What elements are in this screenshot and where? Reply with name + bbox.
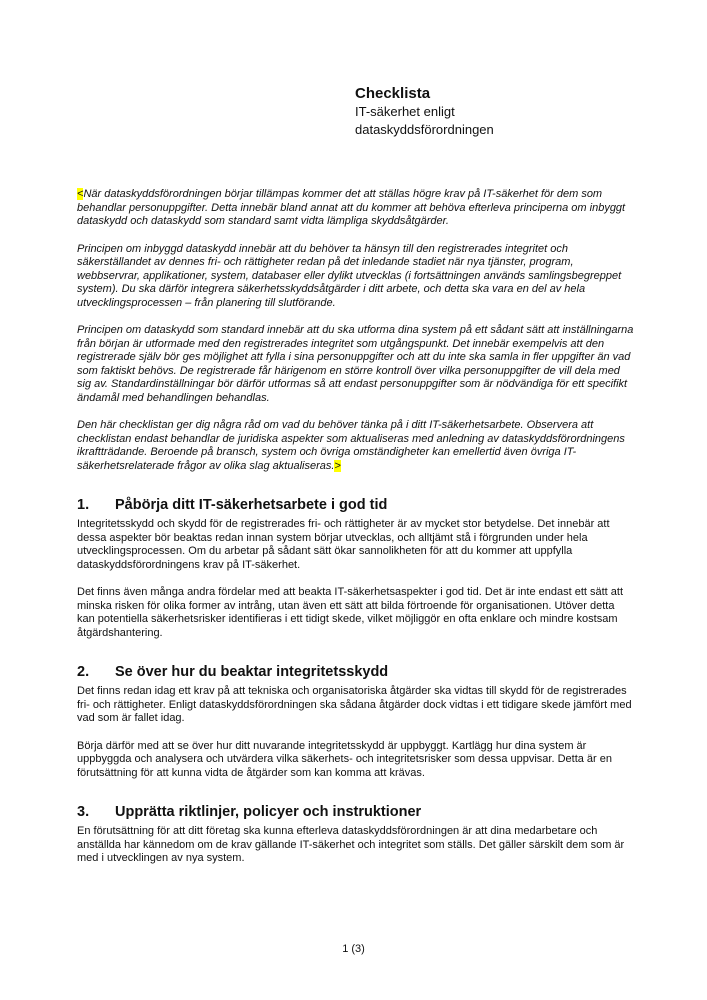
intro-paragraph-1 — [77, 188, 634, 229]
intro-paragraph-4 — [77, 419, 634, 473]
section-3-number: 3. — [77, 804, 90, 820]
section-1-title: Påbörja ditt IT-säkerhetsarbete i god tid — [115, 497, 388, 513]
page-number: 1 (3) — [342, 943, 365, 955]
section-1-heading — [77, 487, 634, 514]
section-2-paragraph-2: Börja därför med att se över hur ditt nuvarande integritetsskydd är uppbyggt. Kartlägg hur dina system är uppbyggda och analysera och utvärdera vilka säkerhets- och integritetsrisker som dessa uppvisar. Detta är en förutsättning för att kunna vidta de åtgärder som kan komma att krävas. — [77, 739, 613, 779]
section-3-paragraph-1: En förutsättning för att ditt företag ska kunna efterleva dataskyddsförordningen är att dina medarbetare och anställda har kännedom om de krav gällande IT-säkerhet och integritet som ställs. Det gäller särskilt dem som är med i utvecklingen av nya system. — [77, 825, 625, 864]
intro-section — [77, 188, 634, 473]
title-block — [355, 85, 634, 139]
section-3 — [77, 794, 634, 866]
intro-paragraph-3: Principen om dataskydd som standard innebär att du ska utforma dina system på ett sådant sätt att inställningarna från början är utformade med den registrerades integritet som utgångspunkt. Det innebär exempelvis att den registrerade själv bör ges möjlighet att fylla i sina personuppgifter och att du inte ska samla in fler uppgifter än vad som faktiskt behövs. De registrerade får härigenom en större kontroll över vilka personuppgifter de vill dela med sig av. Standardinställningar bör därför utformas så att endast personuppgifter som är nödvändiga för ett specifikt ändamål med behandlingen behandlas. — [77, 324, 634, 404]
document-subtitle-line-1: IT-säkerhet enligt — [355, 104, 455, 119]
section-1-paragraph-1: Integritetsskydd och skydd för de registrerades fri- och rättigheter är av mycket stor betydelse. Det innebär att dessa aspekter bör beaktas redan innan system börjar utvecklas, och alltjämt stå i förgrunden under hela utvecklingsprocessen. Om du arbetar på sådant sätt ökar sannolikheten för att du kommer att uppfylla dataskyddsförordningens krav på IT-säkerhet. — [77, 518, 610, 571]
section-2-heading — [77, 654, 634, 681]
intro-paragraph-1-text: När dataskyddsförordningen börjar tillämpas kommer det att ställas högre krav på IT-säkerhet för dem som behandlar personuppgifter. Detta innebär bland annat att du kommer att behöva efterleva principerna om inbyggt dataskydd och dataskydd som standard samt vidta lämpliga skyddsåtgärder. — [77, 188, 626, 227]
section-2-paragraph-1: Det finns redan idag ett krav på att tekniska och organisatoriska åtgärder ska vidtas till skydd för de registrerades fri- och rättigheter. Enligt dataskyddsförordningen ska sådana åtgärder dock vidtas i ett tidigare skede jämfört med vad som är fallet idag. — [77, 685, 632, 724]
document-subtitle-line-2: dataskyddsförordningen — [355, 122, 494, 137]
section-2-number: 2. — [77, 664, 90, 680]
highlight-close-mark: > — [334, 459, 341, 472]
section-3-title: Upprätta riktlinjer, policyer och instruktioner — [115, 804, 422, 820]
intro-paragraph-2: Principen om inbyggd dataskydd innebär att du behöver ta hänsyn till den registrerades integritet och säkerställandet av dennes fri- och rättigheter redan på det inledande stadiet när nya tjänster, program, webbservrar, applikationer, system, databaser eller dylikt utvecklas (i fortsättningen används samlingsbegreppet system). Du ska därför integrera säkerhetsskyddsåtgärder i ditt arbete, och detta ska vara en del av hela utvecklingsprocessen – från planering till slutförande. — [77, 242, 622, 309]
section-3-heading — [77, 794, 634, 821]
section-2 — [77, 654, 634, 780]
section-1-number: 1. — [77, 497, 90, 513]
intro-paragraph-4-text: Den här checklistan ger dig några råd om vad du behöver tänka på i ditt IT-säkerhetsarbete. Observera att checklistan endast behandlar de juridiska aspekter som aktualiseras med anledning av dataskyddsförordningens ikraftträdande. Beroende på bransch, system och övriga omständigheter kan emellertid även övriga IT-säkerhetsrelaterade frågor av olika slag aktualiseras. — [77, 419, 625, 472]
document-title: Checklista — [355, 85, 431, 102]
section-2-title: Se över hur du beaktar integritetsskydd — [115, 664, 389, 680]
section-1-paragraph-2: Det finns även många andra fördelar med att beakta IT-säkerhetsaspekter i god tid. Det är inte endast ett sätt att minska risken för olika former av intrång, utan även ett sätt att bilda förtroende för organisationen. Utöver detta kan potentiella säkerhetsrisker identifieras i ett tidigt skede, vilket möjliggör en ofta enklare och mindre kostsam åtgärdshantering. — [77, 586, 624, 639]
section-1 — [77, 487, 634, 640]
highlight-open-mark: < — [77, 188, 84, 200]
